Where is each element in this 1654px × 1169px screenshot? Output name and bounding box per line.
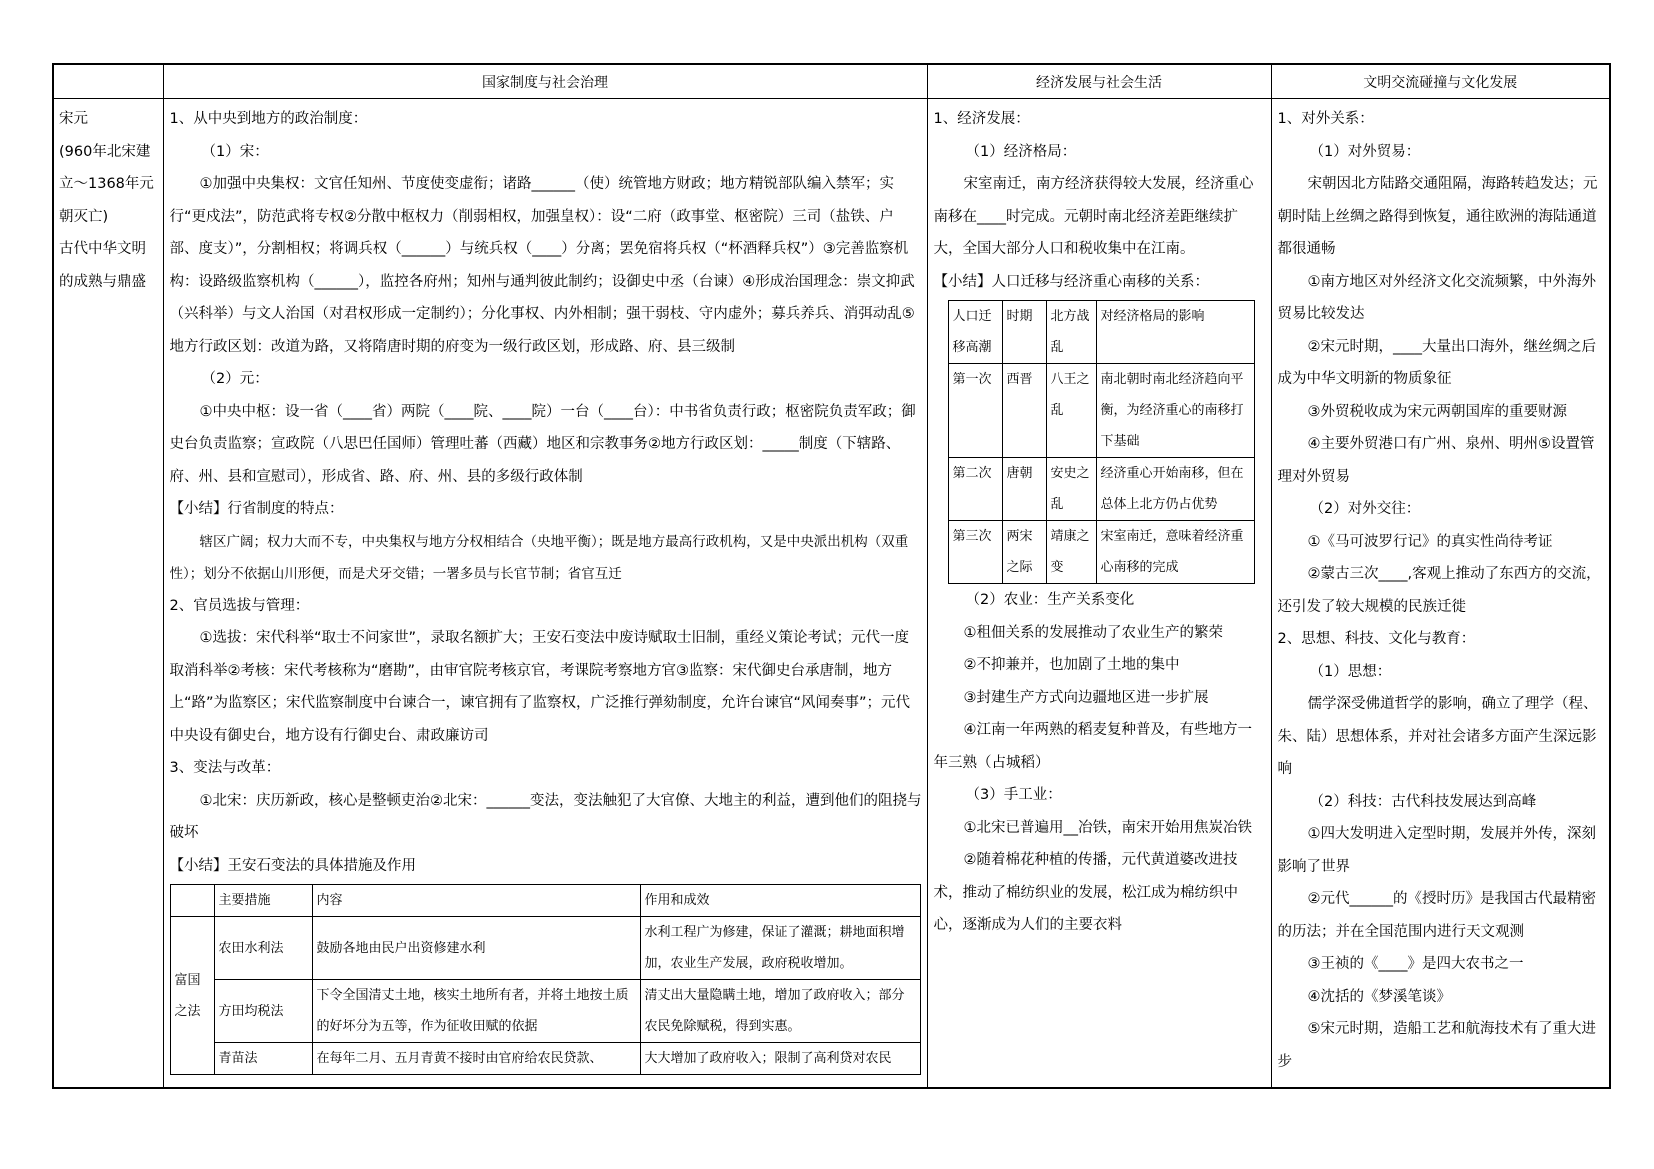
migration-effect: 经济重心开始南移，但在总体上北方仍占优势 [1096,458,1254,521]
summary-heading: 【小结】行省制度的特点： [169,501,344,517]
migration-war: 靖康之变 [1046,521,1096,584]
migration-war: 安史之乱 [1046,458,1096,521]
subsection-heading: （2）农业：生产关系变化 [965,592,1135,608]
paragraph: ②随着棉花种植的传播，元代黄道婆改进技术，推动了棉纺织业的发展，松江成为棉纺织中心，逐渐成为人们的主要衣料 [933,852,1238,933]
migration-effect: 南北朝时南北经济趋向平衡，为经济重心的南移打下基础 [1096,364,1254,458]
paragraph: ②元代______的《授时历》是我国古代最精密的历法；并在全国范围内进行天文观测 [1277,891,1596,940]
subsection-heading: （1）对外贸易： [1309,143,1421,160]
section-heading: 3、变法与改革： [169,760,281,776]
subsection-heading: （2）元： [201,371,269,387]
paragraph: 宋朝因北方陆路交通阻隔，海路转趋发达；元朝时陆上丝绸之路得到恢复，通往欧洲的海陆通道都很通畅 [1277,176,1598,257]
reform-measure: 方田均税法 [214,980,312,1043]
paragraph: ⑤宋元时期，造船工艺和航海技术有了重大进步 [1277,1021,1596,1070]
era-line: 的成熟与鼎盛 [59,273,146,290]
migration-header: 人口迁移高潮 [948,301,1002,364]
section-heading: 2、官员选拔与管理： [169,597,310,614]
reform-content: 在每年二月、五月青黄不接时由官府给农民贷款、 [312,1043,640,1075]
paragraph: ④沈括的《梦溪笔谈》 [1307,988,1451,1005]
migration-wave: 第三次 [948,521,1002,584]
era-line: (960年北宋建 [59,143,151,160]
era-line: 立～1368年元 [59,176,154,192]
subsection-heading: （1）经济格局： [965,143,1077,160]
paragraph: 辖区广阔；权力大而不专，中央集权与地方分权相结合（央地平衡）；既是地方最高行政机构，又是中央派出机构（双重性）；划分不依据山川形便，而是犬牙交错；一署多员与长官节制；省官互迁 [169,533,909,582]
migration-period: 西晋 [1002,364,1046,458]
reform-header: 主要措施 [214,885,312,917]
history-outline-table [52,63,1611,1089]
paragraph: ③外贸税收成为宋元两朝国库的重要财源 [1307,403,1567,420]
paragraph: ①租佃关系的发展推动了农业生产的繁荣 [963,624,1223,641]
subsection-heading: （1）思想： [1309,663,1392,680]
summary-heading: 【小结】人口迁移与经济重心南移的关系： [933,273,1209,290]
header-culture: 文明交流碰撞与文化发展 [1271,64,1610,99]
migration-period: 两宋之际 [1002,521,1046,584]
paragraph: ③封建生产方式向边疆地区进一步扩展 [963,689,1209,706]
paragraph: ②蒙古三次____,客观上推动了东西方的交流，还引发了较大规模的民族迁徙 [1277,566,1601,615]
reform-measure: 农田水利法 [214,917,312,980]
subsection-heading: （2）科技：古代科技发展达到高峰 [1309,793,1537,810]
era-cell [53,99,163,1089]
paragraph: ①北宋：庆历新政，核心是整顿吏治②北宋：______变法，变法触犯了大官僚、大地主的利益，遭到他们的阻挠与破坏 [169,792,922,841]
paragraph: ②宋元时期，____大量出口海外，继丝绸之后成为中华文明新的物质象征 [1277,338,1596,387]
migration-wave: 第二次 [948,458,1002,521]
reform-effect: 大大增加了政府收入；限制了高利贷对农民 [640,1043,920,1075]
paragraph: 宋室南迁，南方经济获得较大发展，经济重心南移在____时完成。元朝时南北经济差距继续扩大，全国大部分人口和税收集中在江南。 [933,176,1254,257]
subsection-heading: （3）手工业： [965,787,1062,803]
reform-content: 鼓励各地由民户出资修建水利 [312,917,640,980]
paragraph: ①中央中枢：设一省（____省）两院（____院、____院）一台（____台）：中书省负责行政；枢密院负责军政；御史台负责监察；宣政院（八思巴任国师）管理吐蕃（西藏）地区和宗教事务②地方行政区划：_____制度（下辖路、府、州、县和宣慰司），形成省、路、府、州、县的多级行政体制 [169,403,916,485]
paragraph: ④主要外贸港口有广州、泉州、明州⑤设置管理对外贸易 [1277,436,1595,485]
subsection-heading: （2）对外交往： [1309,501,1421,517]
reform-table [170,884,921,1075]
institutions-cell [163,99,927,1089]
section-heading: 2、思想、科技、文化与教育： [1277,631,1476,647]
paragraph: ③王祯的《____》是四大农书之一 [1307,956,1524,972]
header-empty [53,64,163,99]
paragraph: ①四大发明进入定型时期，发展并外传，深刻影响了世界 [1277,826,1596,875]
reform-group: 富国之法 [170,917,214,1075]
economy-cell [927,99,1271,1089]
subsection-heading: （1）宋： [201,143,269,160]
era-line: 朝灭亡) [59,208,109,225]
section-heading: 1、经济发展： [933,111,1030,127]
reform-header: 作用和成效 [640,885,920,917]
reform-header [170,885,214,917]
era-name: 宋元 [59,111,88,127]
culture-cell [1271,99,1610,1089]
paragraph: ①北宋已普遍用__冶铁，南宋开始用焦炭冶铁 [963,819,1252,836]
paragraph: ①《马可波罗行记》的真实性尚待考证 [1307,533,1553,550]
paragraph: 儒学深受佛道哲学的影响，确立了理学（程、朱、陆）思想体系，并对社会诸多方面产生深远影响 [1277,696,1598,777]
migration-header: 北方战乱 [1046,301,1096,364]
reform-effect: 水利工程广为修建，保证了灌溉；耕地面积增加，农业生产发展，政府税收增加。 [640,917,920,980]
migration-header: 对经济格局的影响 [1096,301,1254,364]
reform-measure: 青苗法 [214,1043,312,1075]
migration-war: 八王之乱 [1046,364,1096,458]
reform-effect: 清丈出大量隐瞒土地，增加了政府收入；部分农民免除赋税，得到实惠。 [640,980,920,1043]
paragraph: ①加强中央集权：文官任知州、节度使变虚衔；诸路______（使）统管地方财政；地方精锐部队编入禁军；实行“更戍法”，防范武将专权②分散中枢权力（削弱相权，加强皇权）：设“二府（政事堂、枢密院）三司（盐铁、户部、度支）”，分割相权；将调兵权（______）与统兵权（____）分离；罢免宿将兵权（“杯酒释兵权”）③完善监察机构：设路级监察机构（______），监控各府州；知州与通判彼此制约；设御史中丞（台谏）④形成治国理念：崇文抑武（兴科举）与文人治国（对君权形成一定制约）；分化事权、内外相制；强干弱枝、守内虚外；募兵养兵、消弭动乱⑤地方行政区划：改道为路，又将隋唐时期的府变为一级行政区划，形成路、府、县三级制 [169,176,915,355]
era-line: 古代中华文明 [59,241,146,257]
paragraph: ②不抑兼并，也加剧了土地的集中 [963,657,1180,673]
section-heading: 1、对外关系： [1277,111,1374,127]
header-economy: 经济发展与社会生活 [927,64,1271,99]
summary-heading: 【小结】王安石变法的具体措施及作用 [169,857,416,874]
reform-content: 下令全国清丈土地，核实土地所有者，并将土地按土质的好坏分为五等，作为征收田赋的依据 [312,980,640,1043]
paragraph: ①选拔：宋代科举“取士不问家世”，录取名额扩大；王安石变法中废诗赋取士旧制，重经义策论考试；元代一度取消科举②考核：宋代考核称为“磨勘”，由审官院考核京官，考课院考察地方官③监察：宋代御史台承唐制，地方上“路”为监察区；宋代监察制度中台谏合一，谏官拥有了监察权，广泛推行弹劾制度，允许台谏官“风闻奏事”；元代中央设有御史台，地方设有行御史台、肃政廉访司 [169,630,911,744]
migration-effect: 宋室南迁，意味着经济重心南移的完成 [1096,521,1254,584]
section-heading: 1、从中央到地方的政治制度： [169,111,368,127]
migration-table [948,300,1255,584]
migration-wave: 第一次 [948,364,1002,458]
paragraph: ④江南一年两熟的稻麦复种普及，有些地方一年三熟（占城稻） [933,722,1252,771]
reform-header: 内容 [312,885,640,917]
migration-period: 唐朝 [1002,458,1046,521]
paragraph: ①南方地区对外经济文化交流频繁，中外海外贸易比较发达 [1277,273,1596,322]
migration-header: 时期 [1002,301,1046,364]
header-institutions: 国家制度与社会治理 [163,64,927,99]
